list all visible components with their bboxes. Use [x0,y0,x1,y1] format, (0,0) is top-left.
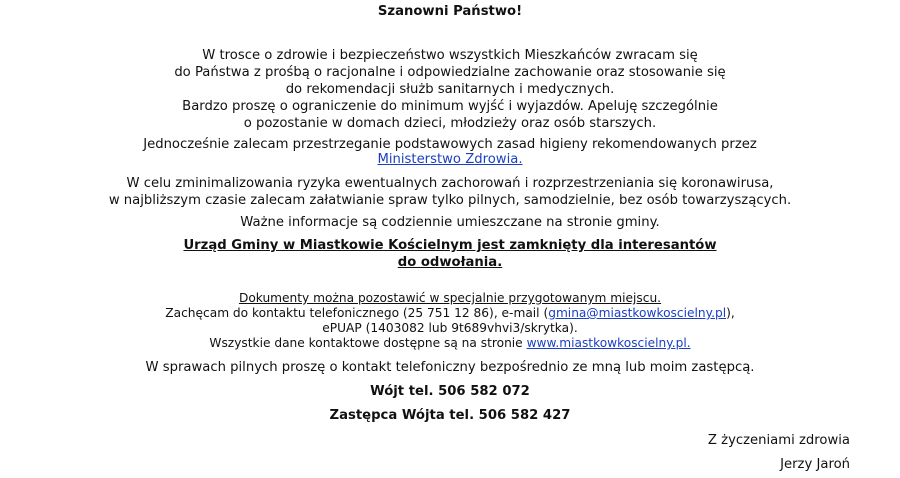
signature: Jerzy Jaroń [780,457,850,472]
greeting-heading: Szanowni Państwo! [377,4,523,19]
paragraph2-line2 [0,152,900,167]
website-line [0,336,900,350]
documents-note: Dokumenty można pozostawić w specjalnie przygotowanym miejscu. [238,291,662,305]
urgent-contact-line: W sprawach pilnych proszę o kontakt telefoniczny bezpośrednio ze mną lub moim zastępcą. [145,360,755,375]
closure-line1: Urząd Gminy w Miastkowie Kościelnym jest zamknięty dla interesantów [183,238,717,253]
phone-prefix: Zachęcam do kontaktu telefonicznego (25 751 12 86), e-mail ( [165,306,549,320]
paragraph3-line1: W celu zminimalizowania ryzyka ewentualnych zachorowań i rozprzestrzeniania się koronawirusa, [126,176,774,191]
paragraph1-line4: Bardzo proszę o ograniczenie do minimum wyjść i wyjazdów. Apeluję szczególnie [182,99,718,114]
paragraph2-line1: Jednocześnie zalecam przestrzeganie podstawowych zasad higieny rekomendowanych przez [143,137,757,152]
paragraph1-line2: do Państwa z prośbą o racjonalne i odpowiedzialne zachowanie oraz stosowanie się [174,65,726,80]
paragraph1-line3: do rekomendacji służb sanitarnych i medycznych. [285,82,615,97]
website-link[interactable]: www.miastkowkoscielny.pl. [526,336,691,350]
phone-suffix: ), [726,306,735,320]
email-link[interactable]: gmina@miastkowkoscielny.pl [548,306,727,320]
info-line: Ważne informacje są codziennie umieszczane na stronie gminy. [240,215,660,230]
phone-email-line [0,306,900,320]
website-prefix: Wszystkie dane kontaktowe dostępne są na stronie [209,336,527,350]
closure-line2: do odwołania. [397,255,503,270]
mayor-phone: Wójt tel. 506 582 072 [370,384,530,399]
ministry-of-health-link[interactable]: Ministerstwo Zdrowia. [377,152,523,167]
paragraph3-line2: w najbliższym czasie zalecam załatwianie spraw tylko pilnych, samodzielnie, bez osób towarzyszących. [108,193,792,208]
paragraph1-line5: o pozostanie w domach dzieci, młodzieży oraz osób starszych. [243,116,657,131]
farewell-text: Z życzeniami zdrowia [707,433,850,448]
epuap-line: ePUAP (1403082 lub 9t689vhvi3/skrytka). [322,321,578,335]
deputy-phone: Zastępca Wójta tel. 506 582 427 [329,408,571,423]
paragraph1-line1: W trosce o zdrowie i bezpieczeństwo wszystkich Mieszkańców zwracam się [202,48,698,63]
